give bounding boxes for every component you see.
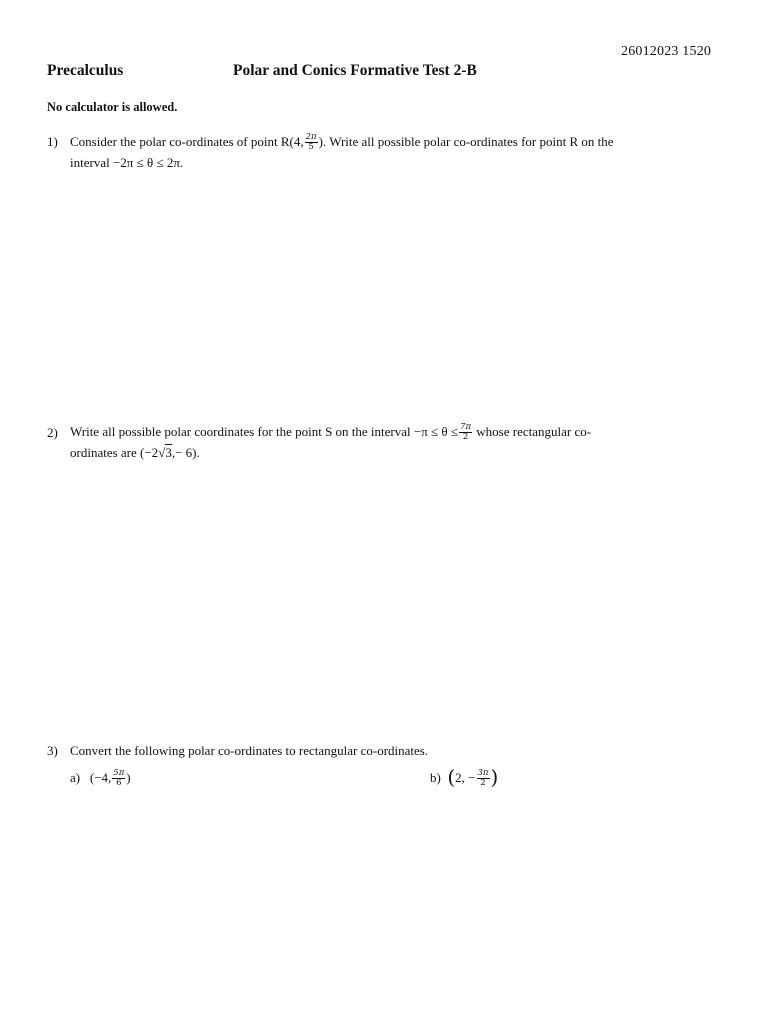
sqrt-symbol: √ [158, 445, 166, 460]
part-a-post: ) [126, 770, 131, 785]
question-1-line-2: interval −2π ≤ θ ≤ 2π. [70, 155, 184, 170]
part-b-frac-num: 3π [477, 767, 489, 778]
question-2-line-2 [70, 443, 200, 463]
part-a-label: a) [70, 770, 81, 785]
question-2-frac-den: 2 [462, 431, 469, 442]
question-1-frac-num: 2π [305, 131, 317, 142]
question-2-number: 2) [47, 425, 58, 440]
part-b-pre: 2, − [455, 770, 476, 785]
question-1-text-b: ). Write all possible polar co-ordinates for point R on the [318, 134, 614, 149]
question-1-frac-den: 5 [308, 141, 314, 152]
course-name: Precalculus [47, 62, 124, 79]
part-a-pre: (−4, [89, 770, 112, 785]
question-1-number: 1) [47, 134, 58, 149]
calculator-notice: No calculator is allowed. [47, 100, 178, 114]
question-2-line-1 [70, 422, 591, 443]
question-2-line-2-b: ,− 6). [171, 445, 200, 460]
part-a-frac-num: 5π [113, 767, 125, 778]
question-2-text-a: Write all possible polar coordinates for the point S on the interval −π ≤ θ ≤ [70, 424, 459, 439]
part-b-close-paren: ) [490, 765, 499, 790]
question-3-part-a [70, 768, 131, 789]
question-1-line-1 [70, 132, 614, 153]
question-1-text-a: Consider the polar co-ordinates of point R(4, [70, 134, 304, 149]
question-3-text: Convert the following polar co-ordinates to rectangular co-ordinates. [70, 743, 429, 758]
part-b-fraction [477, 769, 490, 788]
question-3-number: 3) [47, 743, 58, 758]
part-b-label: b) [430, 770, 441, 785]
question-3-part-b [430, 765, 499, 790]
part-b-open-paren: ( [447, 765, 456, 790]
sqrt-argument: 3 [165, 445, 172, 460]
page-title: Polar and Conics Formative Test 2-B [233, 62, 477, 79]
part-b-frac-den: 2 [480, 777, 486, 788]
question-2-text-b: whose rectangular co- [473, 424, 592, 439]
question-2-frac-num: 7π [460, 421, 472, 432]
question-2-fraction [459, 423, 472, 442]
part-a-frac-den: 6 [116, 777, 122, 788]
question-2-line-2-a: ordinates are (−2 [70, 445, 159, 460]
question-1-fraction [305, 133, 318, 152]
part-a-fraction [112, 769, 125, 788]
document-id: 26012023 1520 [621, 44, 712, 59]
